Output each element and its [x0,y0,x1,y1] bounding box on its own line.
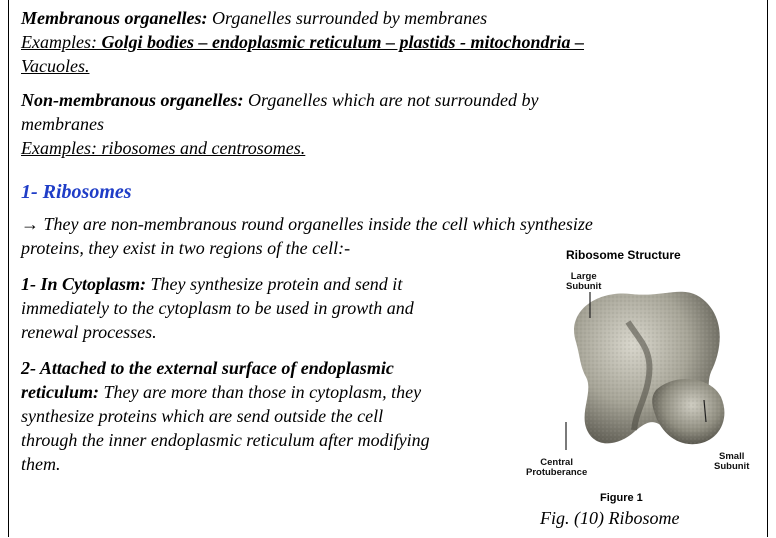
item1-title: 1- In Cytoplasm: [21,274,147,294]
non-membranous-examples: Examples: ribosomes and centrosomes. [21,138,306,158]
label-large-subunit [566,272,601,292]
item2-line5: them. [21,454,61,474]
non-membranous-definition [21,88,539,112]
item2-title-line1: 2- Attached to the external surface of endoplasmic [21,358,394,378]
label-small-line1: Small [719,451,745,462]
membranous-definition [21,6,487,30]
figure-number: Figure 1 [600,492,643,504]
ribosomes-heading: 1- Ribosomes [21,181,132,203]
figure-caption: Fig. (10) Ribosome [540,508,680,528]
item1-line1 [21,272,402,296]
membranous-examples [21,30,584,54]
item2-title-line2: reticulum: [21,382,100,402]
membranous-examples-prefix: Examples: [21,32,97,52]
non-membranous-desc-line1: Organelles which are not surrounded by [243,90,539,110]
membranous-title: Membranous organelles: [21,8,208,28]
figure-title: Ribosome Structure [566,248,681,262]
label-central-line2: Protuberance [526,467,588,478]
non-membranous-desc-line2: membranes [21,114,104,134]
label-large-line2: Subunit [566,281,602,292]
item1-line2: immediately to the cytoplasm to be used in growth and [21,298,414,318]
label-small-subunit [714,452,749,472]
ribosomes-intro-text: They are non-membranous round organelles inside the cell which synthesize [39,214,593,234]
ribosome-image [536,272,752,472]
item2-line4: through the inner endoplasmic reticulum after modifying [21,430,430,450]
item1-line3: renewal processes. [21,322,157,342]
ribosomes-intro-line1 [21,212,593,236]
label-large-line1: Large [570,271,597,282]
item2-line3: synthesize proteins which are send outside the cell [21,406,384,426]
arrow-icon: → [21,214,39,234]
non-membranous-title: Non-membranous organelles: [21,90,244,110]
item2-line2 [21,380,421,404]
membranous-examples-line2: Vacuoles. [21,56,90,76]
ribosomes-intro-line2: proteins, they exist in two regions of the cell:- [21,238,351,258]
membranous-desc: Organelles surrounded by membranes [207,8,488,28]
membranous-examples-line1: Golgi bodies – endoplasmic reticulum – plastids - mitochondria – [96,32,585,52]
label-central-line1: Central [540,457,573,468]
label-central-protuberance [526,458,587,478]
label-small-line2: Subunit [714,461,750,472]
item1-text1: They synthesize protein and send it [146,274,403,294]
item2-text2: They are more than those in cytoplasm, they [99,382,422,402]
